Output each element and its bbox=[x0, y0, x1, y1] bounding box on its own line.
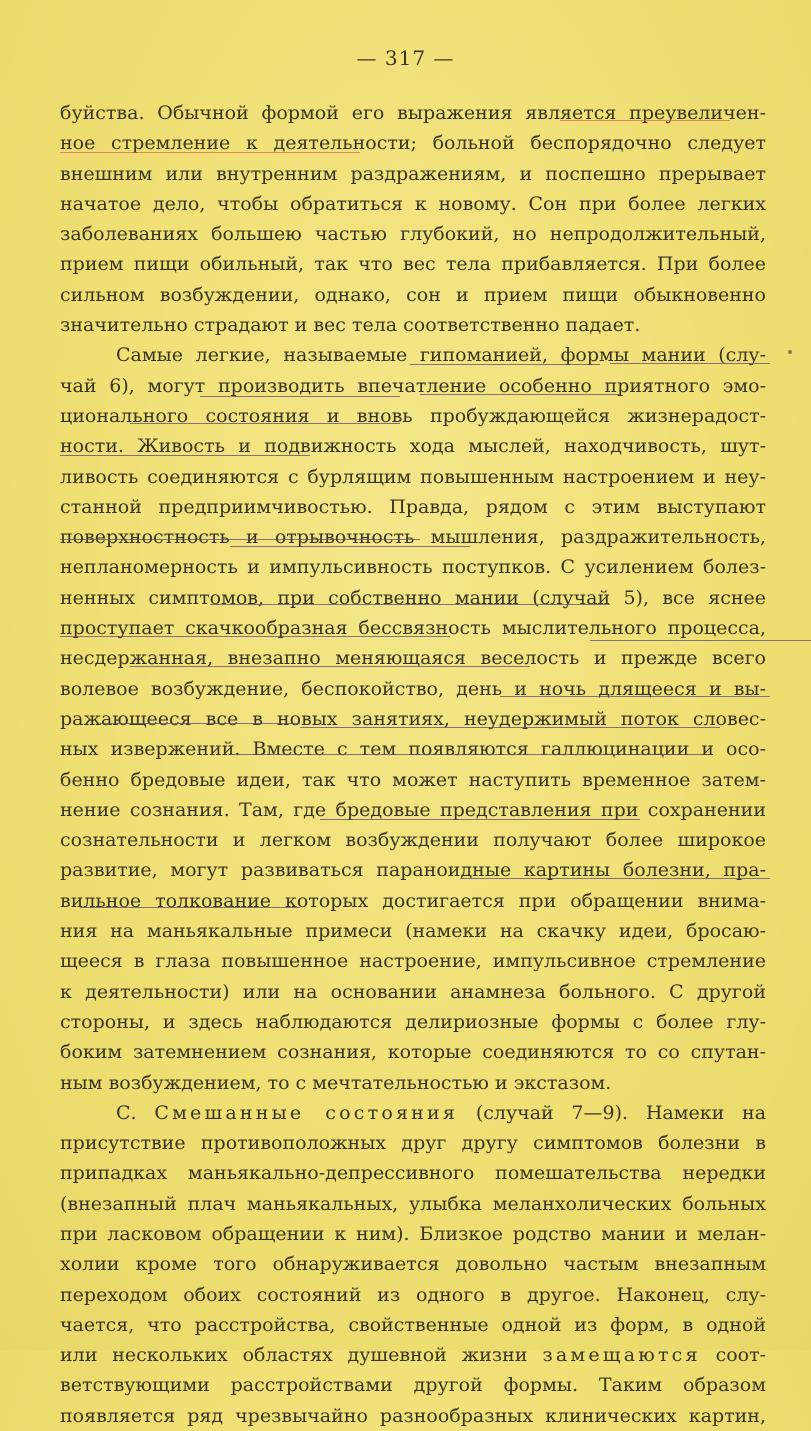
section-heading: Смешанные состояния bbox=[154, 1101, 459, 1124]
text-line-spaced bbox=[60, 1340, 766, 1370]
text-line: ливость соединяются с бурлящим повышенным настроением и неу- bbox=[60, 465, 766, 488]
text-line: заболеваниях большею частью глубокий, но непродолжительный, bbox=[60, 223, 766, 246]
text-block bbox=[60, 98, 766, 1431]
text-line: при ласковом обращении к ним). Близкое родство мании и мелан- bbox=[60, 1222, 766, 1245]
text-line: ционального состояния и вновь пробуждающейся жизнерадост- bbox=[60, 404, 766, 427]
pencil-underline bbox=[210, 604, 610, 605]
section-c-heading-line bbox=[60, 1098, 766, 1128]
text-line: буйства. Обычной формой его выражения является преувеличен- bbox=[60, 102, 766, 124]
pencil-underline bbox=[100, 723, 300, 724]
pencil-underline bbox=[610, 363, 770, 364]
text-line: проступает скачкообразная бессвязность мыслительного процесса, bbox=[60, 617, 766, 640]
spaced-word: замещаются bbox=[542, 1344, 701, 1367]
section-letter: С. bbox=[116, 1101, 137, 1124]
pencil-underline bbox=[80, 907, 300, 908]
section-ref: (случай 7—9). bbox=[475, 1101, 629, 1124]
text-fragment: Намеки на bbox=[645, 1101, 767, 1124]
text-line: чается, что расстройства, свойственные одной из форм, в одной bbox=[60, 1313, 766, 1336]
pencil-underline bbox=[420, 394, 620, 395]
pencil-underline bbox=[230, 546, 470, 547]
text-line: вильное толкование которых достигается при обращении внима- bbox=[60, 889, 766, 912]
pencil-underline bbox=[460, 878, 770, 879]
text-line: припадках маньякально-депрессивного помешательства нередки bbox=[60, 1162, 766, 1185]
text-line: ния на маньякальные примеси (намеки на скачку идеи, бросаю- bbox=[60, 920, 766, 943]
text-line: внешним или внутренним раздражениям, и поспешно прерывает bbox=[60, 162, 766, 185]
text-line: ненных симптомов, при собственно мании (случай 5), все яснее bbox=[60, 586, 766, 609]
pencil-underline bbox=[60, 539, 420, 540]
text-line: присутствие противоположных друг другу симптомов болезни в bbox=[60, 1132, 766, 1155]
text-line: чай 6), могут производить впечатление особенно приятного эмо- bbox=[60, 374, 766, 397]
pencil-underline bbox=[130, 666, 530, 667]
pencil-underline bbox=[590, 640, 811, 641]
pencil-underline bbox=[500, 696, 770, 697]
text-line: начатое дело, чтобы обратиться к новому. Сон при более легких bbox=[60, 192, 766, 215]
pencil-underline bbox=[60, 636, 450, 637]
text-line: сильном возбуждении, однако, сон и прием пищи обыкновенно bbox=[60, 283, 766, 306]
pencil-underline bbox=[230, 754, 710, 755]
text-line: щееся в глаза повышенное настроение, импульсивное стремление bbox=[60, 950, 766, 973]
text-line: непланомерность и импульсивность поступков. С усилением болез- bbox=[60, 556, 766, 579]
pencil-underline bbox=[300, 727, 720, 728]
pencil-underline bbox=[200, 396, 400, 397]
text-line: ветствующими расстройствами другой формы. Таким образом bbox=[60, 1374, 766, 1397]
text-line: стороны, и здесь наблюдаются делириозные формы с более глу- bbox=[60, 1010, 766, 1033]
text-line: ное стремление к деятельности; больной беспорядочно следует bbox=[60, 132, 766, 155]
text-line: несдержанная, внезапно меняющаяся веселость и прежде всего bbox=[60, 647, 766, 670]
text-line: холии кроме того обнаруживается довольно частым внезапным bbox=[60, 1253, 766, 1276]
pencil-underline bbox=[410, 364, 600, 365]
text-line: ражающееся все в новых занятиях, неудержимый поток словес- bbox=[60, 707, 766, 730]
text-line: нение сознания. Там, где бредовые представления при сохранении bbox=[60, 798, 766, 821]
pencil-underline bbox=[130, 423, 400, 424]
text-line: поверхностность и отрывочность мышления, раздражительность, bbox=[60, 526, 766, 549]
text-line: к деятельности) или на основании анамнеза больного. С другой bbox=[60, 980, 766, 1003]
text-line: станной предприимчивостью. Правда, рядом с этим выступают bbox=[60, 495, 766, 518]
pencil-underline bbox=[320, 819, 640, 820]
text-line: сознательности и легком возбуждении получают более широкое bbox=[60, 829, 766, 852]
text-line: значительно страдают и вес тела соответственно падает. bbox=[60, 314, 641, 337]
text-line: ности. Живость и подвижность хода мыслей, находчивость, шут- bbox=[60, 435, 766, 458]
text-line: переходом обоих состояний из одного в другое. Наконец, слу- bbox=[60, 1283, 766, 1306]
text-line: ным возбуждением, то с мечтательностью и экстазом. bbox=[60, 1071, 612, 1094]
text-line: волевое возбуждение, беспокойство, день и ночь длящееся и вы- bbox=[60, 677, 766, 700]
text-line: боким затемнением сознания, которые соединяются то со спутан- bbox=[60, 1041, 766, 1064]
text-line: прием пищи обильный, так что вес тела прибавляется. При более bbox=[60, 253, 766, 276]
margin-dot bbox=[788, 350, 792, 354]
text-line: Самые легкие, называемые гипоманией, формы мании (слу- bbox=[116, 344, 766, 367]
text-line: появляется ряд чрезвычайно разнообразных клинических картин, bbox=[60, 1404, 766, 1427]
red-pencil-mark bbox=[60, 152, 360, 153]
pencil-underline bbox=[60, 455, 310, 456]
text-fragment: соот- bbox=[715, 1344, 767, 1367]
text-line: бенно бредовые идеи, так что может наступить временное затем- bbox=[60, 768, 766, 791]
text-line: (внезапный плач маньякальных, улыбка меланхолических больных bbox=[60, 1192, 766, 1215]
red-pencil-mark bbox=[560, 120, 730, 121]
text-line: ных извержений. Вместе с тем появляются галлюцинации и осо- bbox=[60, 738, 766, 761]
page-number: — 317 — bbox=[356, 46, 455, 70]
text-fragment: или нескольких областях душевной жизни bbox=[60, 1344, 528, 1367]
text-line: развитие, могут развиваться параноидные картины болезни, пра- bbox=[60, 859, 766, 882]
